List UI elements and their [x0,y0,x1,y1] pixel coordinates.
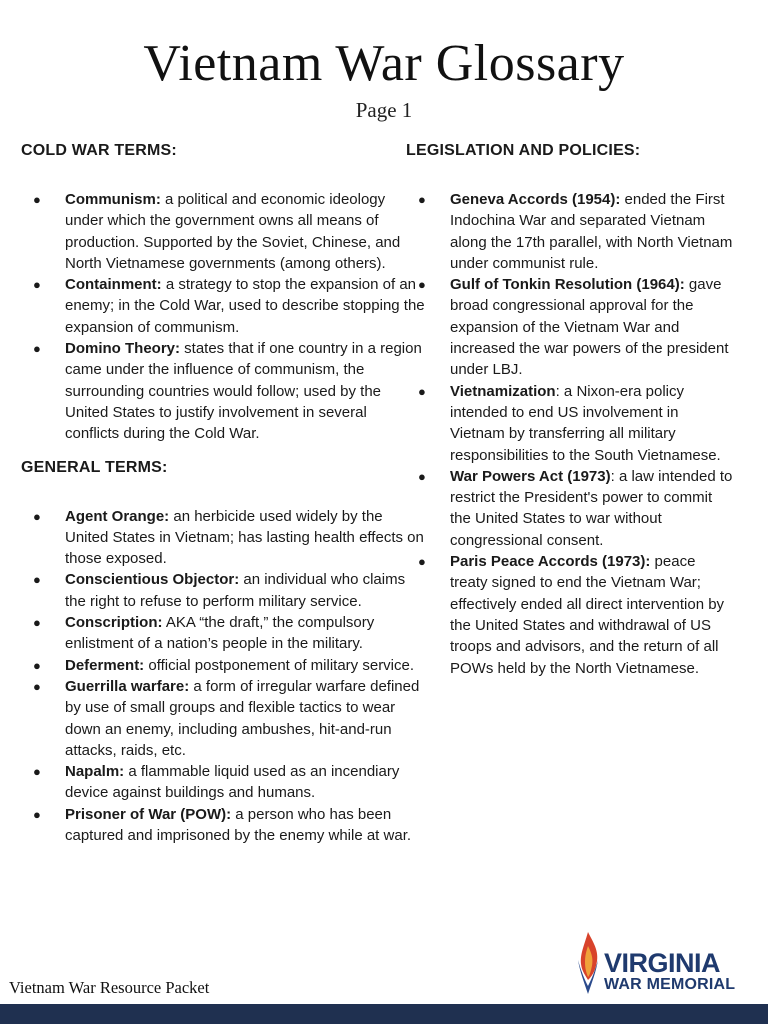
logo-line1: VIRGINIA [604,948,721,978]
page-title: Vietnam War Glossary [143,35,625,92]
glossary-item [21,676,425,761]
cold-war-heading: COLD WAR TERMS: [21,142,177,159]
glossary-item [406,189,736,274]
glossary-item [21,338,425,444]
glossary-item [21,274,425,338]
bullet-icon: ● [33,678,41,694]
bullet-icon: ● [418,468,426,484]
glossary-term: Conscription: [65,614,163,632]
glossary-item [21,655,425,676]
glossary-term: Agent Orange: [65,507,170,525]
glossary-definition: states that if one country in a region came under the influence of communism, the surrounding countries would follow; used by the United States to justify involvement in several conflicts during the Cold War. [65,340,422,443]
torch-flame-icon [574,930,602,996]
legislation-heading: LEGISLATION AND POLICIES: [406,142,641,159]
bullet-icon: ● [418,277,426,293]
glossary-item [21,189,425,274]
glossary-term: Geneva Accords (1954): [450,191,621,208]
glossary-item [406,274,736,380]
legislation-list [406,189,736,679]
glossary-term: Conscientious Objector: [65,571,240,589]
glossary-definition: peace treaty signed to end the Vietnam War; effectively ended all direct intervention by the United States and withdrawal of US troops and advisors, and the return of all POWs held by the North Vietnamese. [450,553,725,677]
bullet-icon: ● [33,572,41,588]
page-subtitle: Page 1 [355,98,413,122]
bullet-icon: ● [33,764,41,780]
glossary-definition: ended the First Indochina War and separated Vietnam along the 17th parallel, with North Vietnam under communist rule. [450,191,733,272]
logo-line2: WAR MEMORIAL [604,976,736,993]
glossary-item [406,551,736,679]
bullet-icon: ● [418,554,426,570]
glossary-definition: AKA “the draft,” the compulsory enlistment of a nation’s people in the military. [65,614,375,653]
virginia-war-memorial-logo [574,930,744,1000]
glossary-term: War Powers Act (1973) [450,467,611,485]
glossary-term: Domino Theory: [65,340,180,358]
glossary-definition: a political and economic ideology under which the government owns all means of production. Supported by the Soviet, Chinese, and North Vietnamese governments (among others). [65,191,401,272]
glossary-item [21,612,425,655]
bullet-icon: ● [33,508,41,524]
glossary-definition: : a Nixon-era policy intended to end US involvement in Vietnam by transferring all military responsibilities to the South Vietnamese. [450,382,721,464]
glossary-term: Prisoner of War (POW): [65,805,232,823]
glossary-term: Napalm: [65,763,125,781]
glossary-item [406,466,736,551]
glossary-definition: : a law intended to restrict the President's power to commit the United States to war without congressional consent. [450,467,733,549]
glossary-term: Gulf of Tonkin Resolution (1964): [450,276,685,294]
bullet-icon: ● [33,192,41,207]
glossary-term: Deferment: [65,656,145,674]
glossary-definition: a person who has been captured and imprisoned by the enemy while at war. [65,805,412,845]
left-column [21,138,425,846]
glossary-definition: official postponement of military service. [144,656,415,674]
glossary-item [21,761,425,804]
general-heading: GENERAL TERMS: [21,458,168,476]
glossary-definition: an individual who claims the right to refuse to perform military service. [65,571,406,610]
glossary-term: Communism: [65,191,161,208]
bullet-icon: ● [33,341,41,357]
right-column [406,138,736,679]
glossary-item [406,381,736,466]
bullet-icon: ● [33,806,41,822]
glossary-item [21,506,425,570]
glossary-item [21,569,425,612]
glossary-term: Guerrilla warfare: [65,677,190,695]
glossary-term: Vietnamization [450,382,556,400]
glossary-definition: a strategy to stop the expansion of an enemy; in the Cold War, used to describe stopping the expansion of communism. [65,276,425,336]
glossary-item [21,804,425,847]
footer-text: Vietnam War Resource Packet [9,978,210,997]
footer-bar [0,1004,768,1024]
bullet-icon: ● [33,615,41,631]
bullet-icon: ● [33,277,41,293]
glossary-definition: a flammable liquid used as an incendiary device against buildings and humans. [65,763,400,802]
glossary-definition: gave broad congressional approval for the expansion of the Vietnam War and increased the war powers of the president under LBJ. [450,276,729,379]
glossary-term: Paris Peace Accords (1973): [450,553,651,571]
bullet-icon: ● [33,657,41,673]
glossary-term: Containment: [65,276,162,294]
glossary-definition: a form of irregular warfare defined by use of small groups and flexible tactics to wear down an enemy, including ambushes, hit-and-run attacks, raids, etc. [65,677,420,759]
general-list [21,506,425,847]
glossary-definition: an herbicide used widely by the United States in Vietnam; has lasting health effects on those exposed. [65,507,424,568]
cold-war-list [21,189,425,445]
bullet-icon: ● [418,192,426,207]
bullet-icon: ● [418,383,426,399]
